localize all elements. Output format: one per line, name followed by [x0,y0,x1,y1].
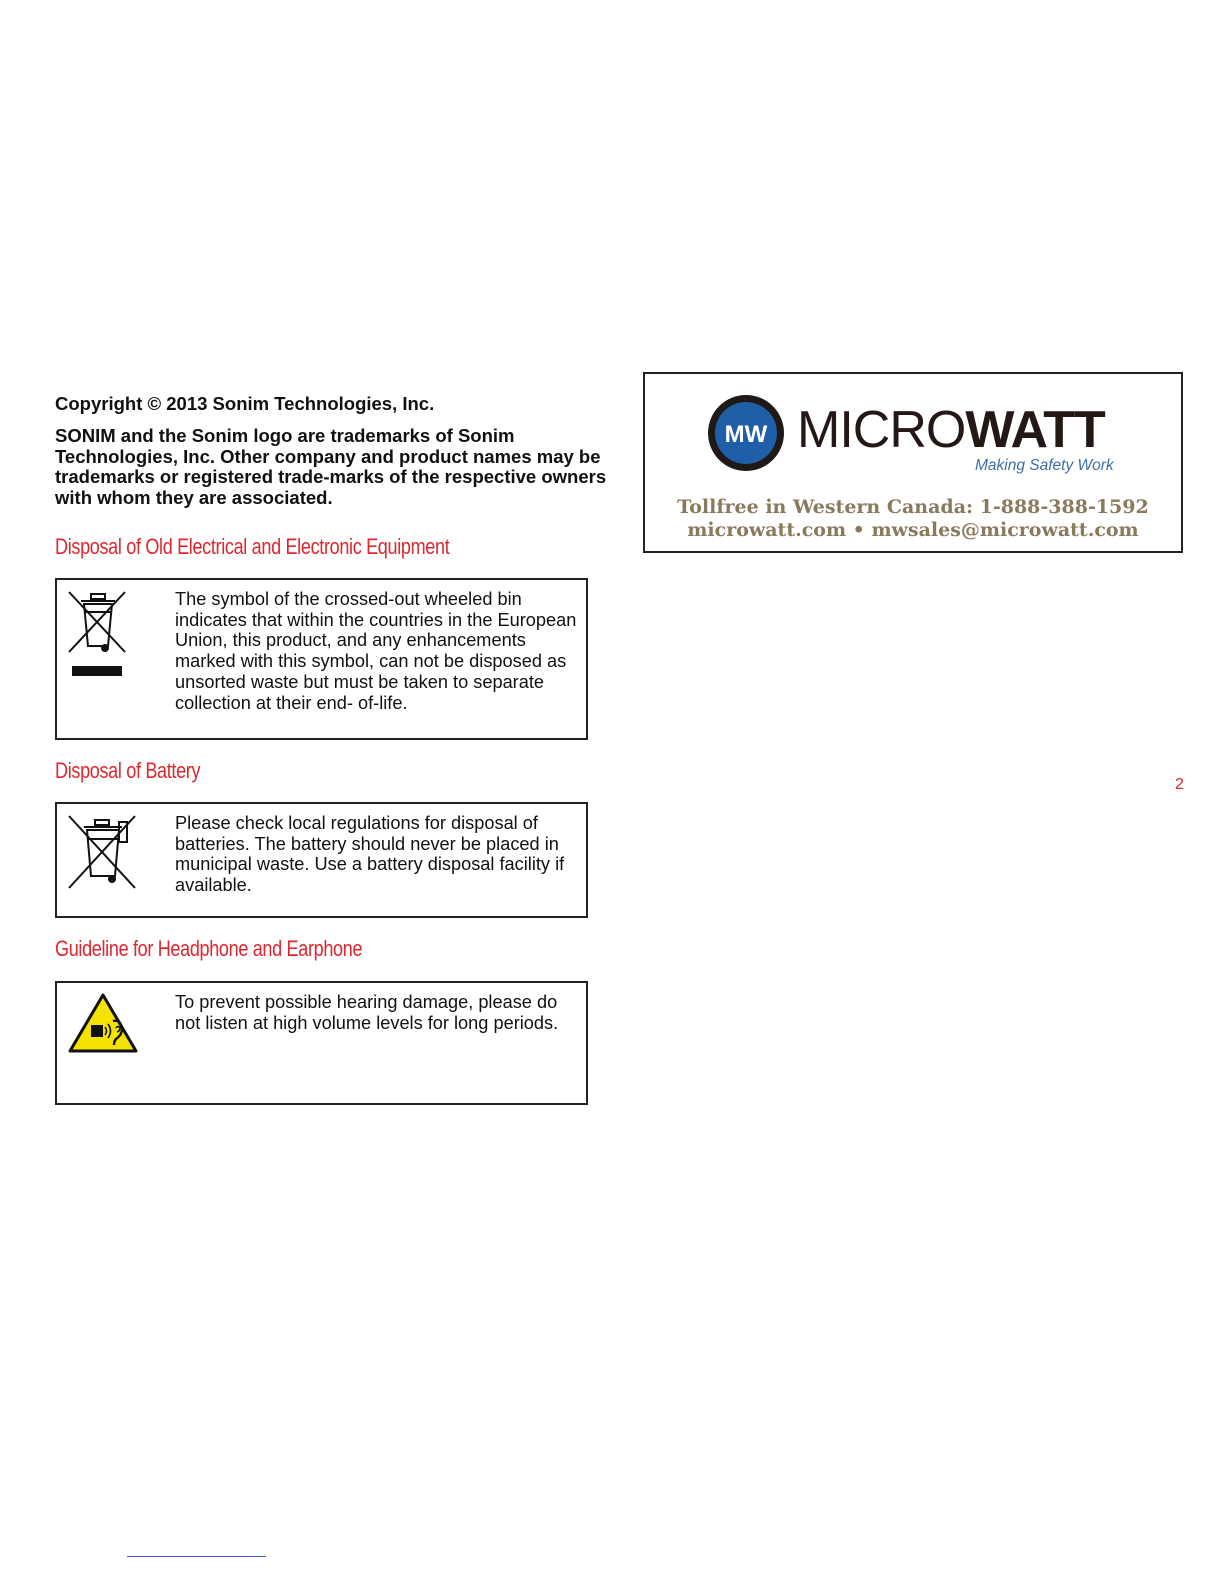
web-and-email: microwatt.com • mwsales@microwatt.com [687,519,1139,541]
hearing-warning-icon [67,991,139,1060]
tollfree-number: Tollfree in Western Canada: 1-888-388-1592 [677,496,1149,518]
headphone-notice-box [55,981,588,1105]
weee-notice-text: The symbol of the crossed-out wheeled bin indicates that within the countries in the European Union, this product, and any enhancements marked with this symbol, can not be disposed as unsorted waste but must be taken to separate collection at their end- of-life. [175,589,577,713]
section-title-weee: Disposal of Old Electrical and Electronic Equipment [55,534,450,559]
headphone-notice-text: To prevent possible hearing damage, please do not listen at high volume levels for long periods. [175,992,559,1033]
logo-mark-text: MW [724,421,768,448]
microwatt-wordmark [797,402,1105,458]
section-title-battery: Disposal of Battery [55,758,201,783]
section-title-headphone: Guideline for Headphone and Earphone [55,936,363,961]
footer-rule [127,1556,266,1557]
crossed-out-wheeled-bin-icon [67,590,129,691]
copyright-notice: Copyright © 2013 Sonim Technologies, Inc. [55,393,435,414]
microwatt-contact-box [643,372,1183,553]
microwatt-logo-icon [705,392,787,479]
crossed-out-wheeled-bin-icon [67,814,139,899]
battery-notice-box [55,802,588,918]
battery-notice-text: Please check local regulations for disposal of batteries. The battery should never be placed in municipal waste. Use a battery disposal facility if available. [175,813,565,896]
microwatt-tagline: Making Safety Work [975,457,1114,474]
weee-notice-box [55,578,588,740]
trademark-notice: SONIM and the Sonim logo are trademarks of Sonim Technologies, Inc. Other company and product names may be trademarks or registered trade-marks of the respective owners with whom they are associated. [55,425,607,509]
brand-heavy: WATT [965,401,1105,459]
brand-light: MICRO [797,401,966,459]
page-number: 2 [1175,776,1184,793]
